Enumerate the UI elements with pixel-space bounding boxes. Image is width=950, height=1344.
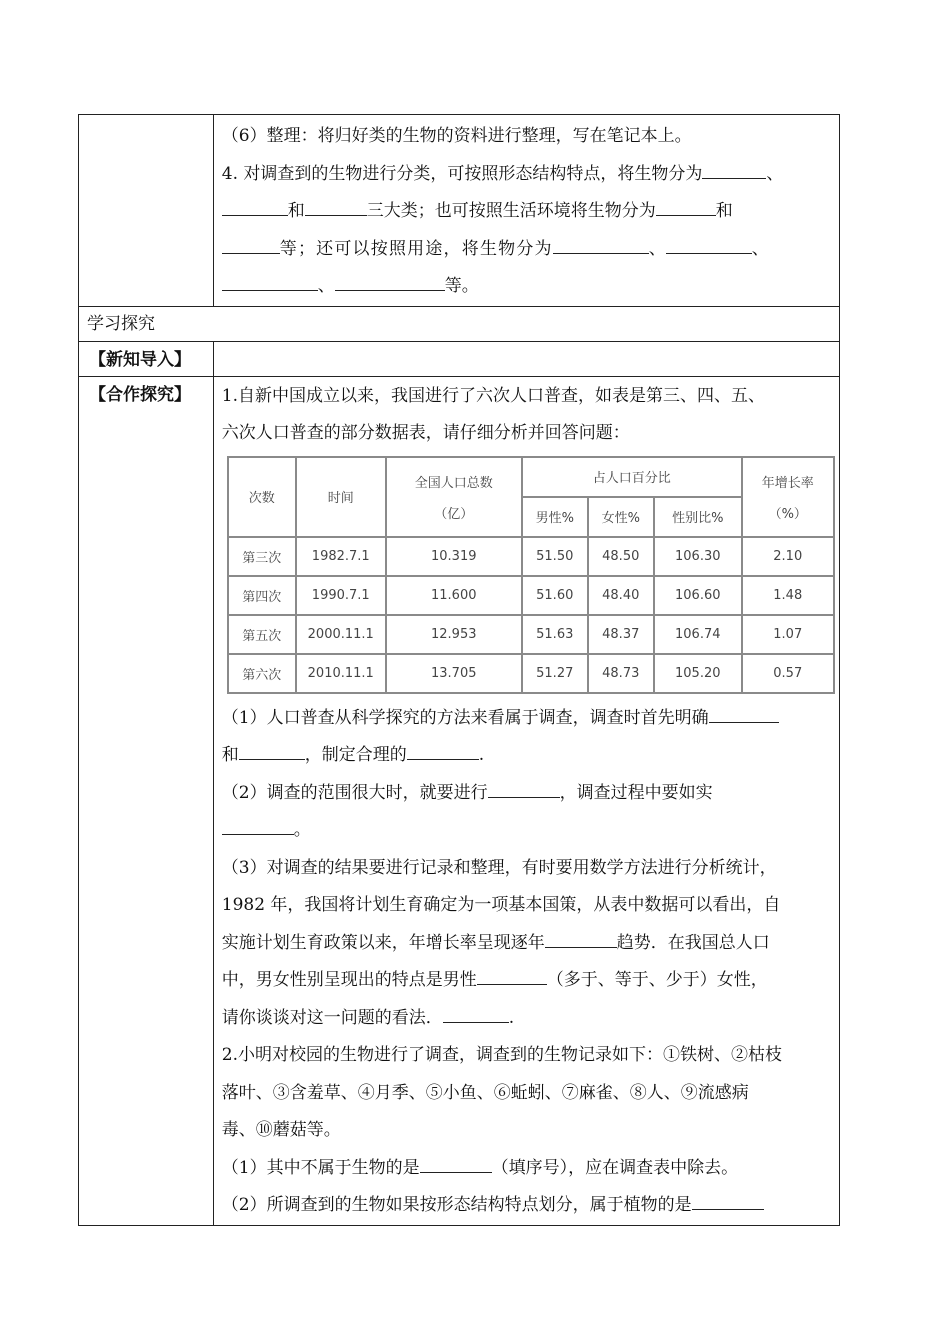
q1-sub3-line-5: 请你谈谈对这一问题的看法． . <box>214 1000 839 1038</box>
cell-total: 10.319 <box>386 537 522 576</box>
classification-line-4: 、 等。 <box>214 268 839 306</box>
blank[interactable] <box>553 235 649 254</box>
blank[interactable] <box>420 1154 492 1173</box>
blank[interactable] <box>222 816 294 835</box>
cell-ratio: 106.30 <box>654 537 742 576</box>
section-title-cell <box>79 306 840 341</box>
header-male: 男性% <box>522 497 588 537</box>
cell-time: 1982.7.1 <box>296 537 386 576</box>
q2-sub1-line: （1）其中不属于生物的是 （填序号），应在调查表中除去。 <box>214 1150 839 1188</box>
census-data-table <box>227 456 835 694</box>
cell-count: 第四次 <box>228 576 296 615</box>
header-count: 次数 <box>228 457 296 537</box>
cell-growth: 1.48 <box>742 576 834 615</box>
cell-growth: 0.57 <box>742 654 834 693</box>
classification-content-cell <box>213 115 839 307</box>
q2-line-3: 毒、⑩蘑菇等。 <box>221 1120 341 1140</box>
cell-male: 51.27 <box>522 654 588 693</box>
cell-total: 12.953 <box>386 615 522 654</box>
q1-sub3-line-3: 实施计划生育政策以来，年增长率呈现逐年 趋势．在我国总人口 <box>214 925 839 963</box>
cell-time: 2000.11.1 <box>296 615 386 654</box>
blank[interactable] <box>443 1004 509 1023</box>
blank[interactable] <box>656 197 716 216</box>
header-ratio: 性别比% <box>654 497 742 537</box>
q1-sub1-line-2: 和 ，制定合理的 . <box>214 737 839 775</box>
header-total: 全国人口总数 （亿） <box>386 457 522 537</box>
cell-ratio: 106.74 <box>654 615 742 654</box>
q1-sub3-line-2: 1982 年，我国将计划生育确定为一项基本国策，从表中数据可以看出，自 <box>221 895 781 915</box>
blank[interactable] <box>545 929 617 948</box>
classification-line-3: 等；还可以按照用途，将生物分为 、 、 <box>214 231 839 269</box>
step-6-text: （6）整理：将归好类的生物的资料进行整理，写在笔记本上。 <box>221 126 692 146</box>
intro-label-cell <box>79 341 214 376</box>
blank[interactable] <box>222 235 280 254</box>
empty-label-cell <box>79 115 214 307</box>
section-title: 学习探究 <box>87 313 155 334</box>
q1-line-2: 六次人口普查的部分数据表，请仔细分析并回答问题： <box>221 423 630 443</box>
cell-count: 第六次 <box>228 654 296 693</box>
q1-sub1-line-1: （1）人口普查从科学探究的方法来看属于调查，调查时首先明确 <box>214 700 839 738</box>
intro-content-cell <box>213 341 839 376</box>
blank[interactable] <box>709 704 779 723</box>
blank[interactable] <box>335 272 445 291</box>
cell-count: 第五次 <box>228 615 296 654</box>
q2-line-2: 落叶、③含羞草、④月季、⑤小鱼、⑥蚯蚓、⑦麻雀、⑧人、⑨流感病 <box>221 1082 749 1103</box>
q1-sub2-line-2: 。 <box>214 812 839 850</box>
q2-sub2-line: （2）所调查到的生物如果按形态结构特点划分，属于植物的是 <box>214 1187 839 1225</box>
intro-label: 【新知导入】 <box>89 349 191 370</box>
cell-female: 48.73 <box>588 654 654 693</box>
cell-female: 48.50 <box>588 537 654 576</box>
cell-female: 48.37 <box>588 615 654 654</box>
cell-total: 13.705 <box>386 654 522 693</box>
worksheet-table <box>78 114 840 1226</box>
cell-total: 11.600 <box>386 576 522 615</box>
table-row <box>228 615 834 654</box>
q1-sub3-line-4: 中，男女性别呈现出的特点是男性 （多于、等于、少于）女性， <box>214 962 839 1000</box>
header-percent-group: 占人口百分比 <box>522 457 742 497</box>
cell-ratio: 105.20 <box>654 654 742 693</box>
classification-line-2: 和 三大类；也可按照生活环境将生物分为 和 <box>214 193 839 231</box>
cell-count: 第三次 <box>228 537 296 576</box>
blank[interactable] <box>239 741 305 760</box>
blank[interactable] <box>477 966 547 985</box>
cell-growth: 2.10 <box>742 537 834 576</box>
blank[interactable] <box>702 160 766 179</box>
header-female: 女性% <box>588 497 654 537</box>
q1-sub3-line-1: （3）对调查的结果要进行记录和整理，有时要用数学方法进行分析统计， <box>221 857 777 878</box>
cell-male: 51.50 <box>522 537 588 576</box>
coop-label: 【合作探究】 <box>89 384 191 405</box>
blank[interactable] <box>305 197 367 216</box>
q1-line-1: 1.自新中国成立以来，我国进行了六次人口普查，如表是第三、四、五、 <box>221 385 765 406</box>
blank[interactable] <box>222 197 288 216</box>
table-row <box>228 576 834 615</box>
q1-sub2-line-1: （2）调查的范围很大时，就要进行 ，调查过程中要如实 <box>214 775 839 813</box>
coop-content-cell <box>213 376 839 1225</box>
table-row <box>228 537 834 576</box>
blank[interactable] <box>407 741 479 760</box>
classification-line-1: 4. 对调查到的生物进行分类，可按照形态结构特点，将生物分为 、 <box>214 156 839 194</box>
header-growth: 年增长率 （%） <box>742 457 834 537</box>
coop-label-cell <box>79 376 214 1225</box>
cell-female: 48.40 <box>588 576 654 615</box>
blank[interactable] <box>666 235 752 254</box>
cell-time: 1990.7.1 <box>296 576 386 615</box>
cell-time: 2010.11.1 <box>296 654 386 693</box>
header-time: 时间 <box>296 457 386 537</box>
cell-ratio: 106.60 <box>654 576 742 615</box>
q2-line-1: 2.小明对校园的生物进行了调查，调查到的生物记录如下：①铁树、②枯枝 <box>221 1045 782 1065</box>
table-row <box>228 654 834 693</box>
cell-growth: 1.07 <box>742 615 834 654</box>
cell-male: 51.60 <box>522 576 588 615</box>
blank[interactable] <box>692 1191 764 1210</box>
cell-male: 51.63 <box>522 615 588 654</box>
blank[interactable] <box>488 779 560 798</box>
blank[interactable] <box>222 272 318 291</box>
